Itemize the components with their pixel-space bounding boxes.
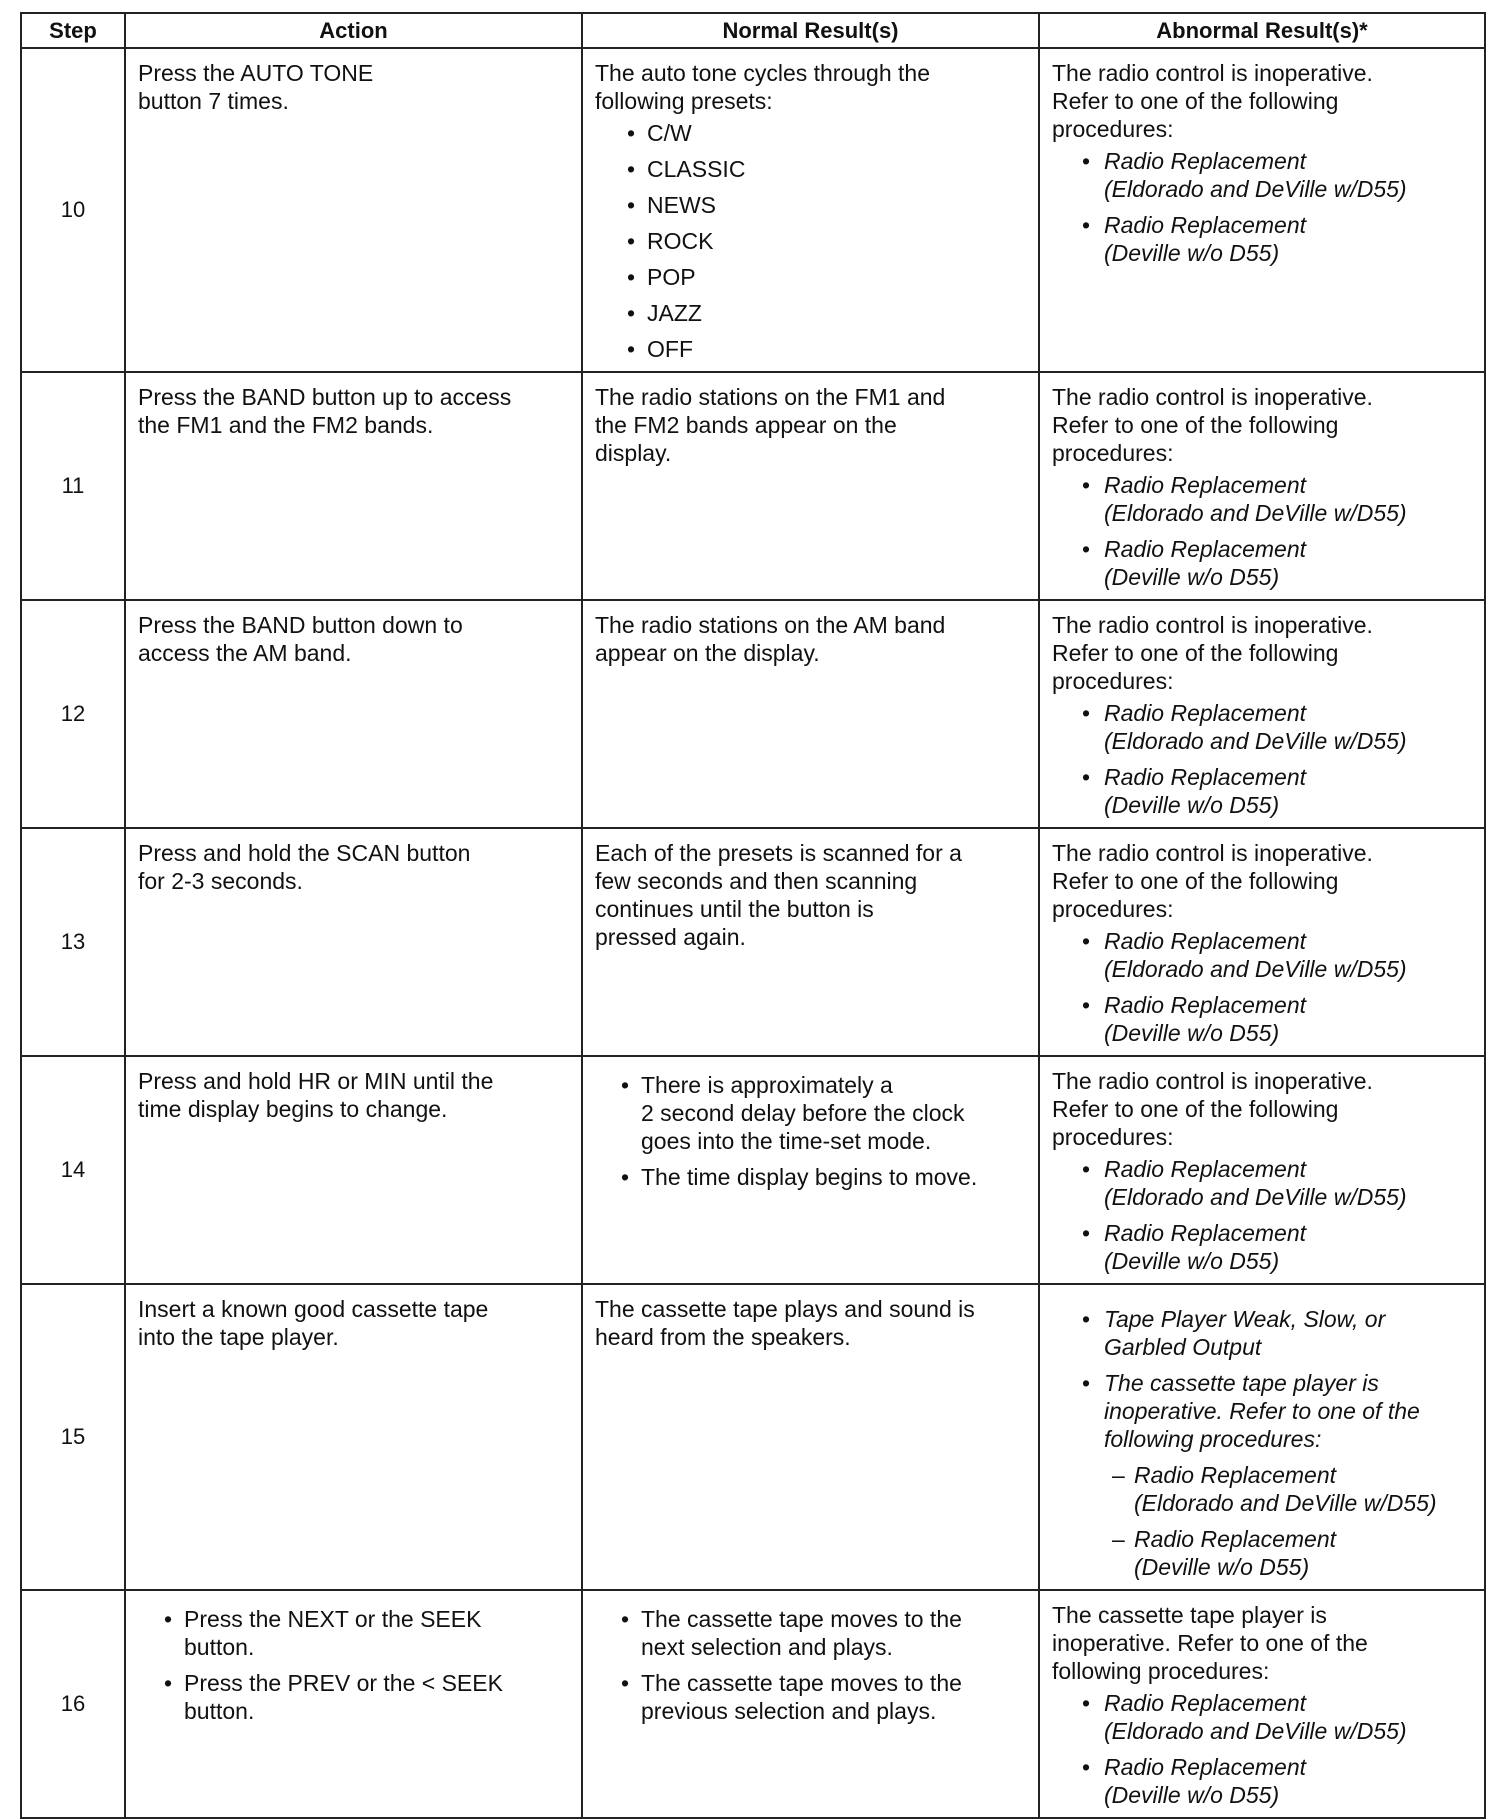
abnormal-result-cell: [1039, 1590, 1485, 1818]
normal-bullet-list: [595, 1605, 1028, 1725]
procedure-title: • Tape Player Weak, Slow, or: [1104, 1306, 1386, 1332]
procedure-list: [1052, 927, 1474, 1047]
preset-item: • POP: [595, 263, 1028, 291]
abnormal-text: The radio control is inoperative.: [1052, 1068, 1373, 1094]
action-text: the FM1 and the FM2 bands.: [138, 412, 434, 438]
normal-result-cell: [582, 1056, 1039, 1284]
normal-text: The auto tone cycles through the: [595, 60, 930, 86]
normal-result-cell: [582, 48, 1039, 372]
action-text: Press the AUTO TONE: [138, 60, 374, 86]
action-text: button 7 times.: [138, 88, 289, 114]
abnormal-result-cell: [1039, 828, 1485, 1056]
normal-text: few seconds and then scanning: [595, 868, 918, 894]
table-row: [21, 1284, 1485, 1590]
procedure-qualifier: (Deville w/o D55): [1104, 1248, 1280, 1274]
step-number: 14: [21, 1056, 125, 1284]
procedure-title: • Radio Replacement: [1104, 928, 1307, 954]
procedure-qualifier: (Eldorado and DeVille w/D55): [1104, 176, 1407, 202]
action-bullet-item: [138, 1605, 571, 1661]
procedure-title: – Radio Replacement: [1134, 1526, 1337, 1552]
action-cell: [125, 1056, 582, 1284]
abnormal-text: procedures:: [1052, 896, 1174, 922]
procedure-title: • Radio Replacement: [1104, 472, 1307, 498]
abnormal-text: procedures:: [1052, 116, 1174, 142]
action-cell: [125, 48, 582, 372]
action-text: Press the BAND button up to access: [138, 384, 512, 410]
abnormal-text: following procedures:: [1052, 1658, 1270, 1684]
step-number: 10: [21, 48, 125, 372]
procedure-qualifier: (Eldorado and DeVille w/D55): [1104, 1184, 1407, 1210]
action-text: time display begins to change.: [138, 1096, 448, 1122]
normal-text: the FM2 bands appear on the: [595, 412, 897, 438]
procedure-item: [1052, 1461, 1474, 1517]
procedure-item: [1052, 211, 1474, 267]
action-text: Press and hold the SCAN button: [138, 840, 471, 866]
procedure-item: [1052, 763, 1474, 819]
diagnostic-table-container: [20, 12, 1484, 1819]
procedure-list: [1052, 1155, 1474, 1275]
procedure-item: [1052, 1689, 1474, 1745]
procedure-item: [1052, 471, 1474, 527]
table-row: [21, 600, 1485, 828]
procedure-qualifier: (Deville w/o D55): [1134, 1554, 1310, 1580]
action-text: into the tape player.: [138, 1324, 339, 1350]
procedure-title: Garbled Output: [1104, 1334, 1262, 1360]
action-cell: [125, 600, 582, 828]
action-cell: [125, 1284, 582, 1590]
action-text: Press and hold HR or MIN until the: [138, 1068, 494, 1094]
table-row: [21, 48, 1485, 372]
header-abnormal-results: Abnormal Result(s)*: [1039, 13, 1485, 48]
normal-text: The cassette tape plays and sound is: [595, 1296, 975, 1322]
abnormal-text: Refer to one of the following: [1052, 640, 1339, 666]
abnormal-text: The cassette tape player is: [1052, 1602, 1327, 1628]
procedure-title: • Radio Replacement: [1104, 700, 1307, 726]
table-row: [21, 372, 1485, 600]
action-cell: [125, 372, 582, 600]
procedure-item: [1052, 1753, 1474, 1809]
action-bullet-item: [138, 1669, 571, 1725]
action-text: access the AM band.: [138, 640, 352, 666]
procedure-qualifier: (Deville w/o D55): [1104, 1782, 1280, 1808]
abnormal-text: procedures:: [1052, 668, 1174, 694]
preset-list: [595, 119, 1028, 363]
normal-result-cell: [582, 1284, 1039, 1590]
abnormal-text: • The cassette tape player is: [1104, 1370, 1379, 1396]
action-text: • Press the NEXT or the SEEK: [184, 1606, 482, 1632]
abnormal-text: inoperative. Refer to one of the: [1104, 1398, 1420, 1424]
procedure-qualifier: (Deville w/o D55): [1104, 1020, 1280, 1046]
normal-text: • There is approximately a: [641, 1072, 893, 1098]
procedure-title: • Radio Replacement: [1104, 1690, 1307, 1716]
preset-item: • JAZZ: [595, 299, 1028, 327]
normal-text: continues until the button is: [595, 896, 874, 922]
procedure-qualifier: (Deville w/o D55): [1104, 564, 1280, 590]
abnormal-text: procedures:: [1052, 440, 1174, 466]
header-action: Action: [125, 13, 582, 48]
procedure-list: [1052, 699, 1474, 819]
action-cell: [125, 828, 582, 1056]
procedure-title: • Radio Replacement: [1104, 1156, 1307, 1182]
procedure-qualifier: (Deville w/o D55): [1104, 240, 1280, 266]
procedure-title: – Radio Replacement: [1134, 1462, 1337, 1488]
preset-item: • CLASSIC: [595, 155, 1028, 183]
normal-text: • The cassette tape moves to the: [641, 1606, 962, 1632]
step-number: 13: [21, 828, 125, 1056]
procedure-title: • Radio Replacement: [1104, 764, 1307, 790]
procedure-list: [1052, 471, 1474, 591]
normal-text: Each of the presets is scanned for a: [595, 840, 962, 866]
procedure-qualifier: (Eldorado and DeVille w/D55): [1104, 956, 1407, 982]
normal-bullet-item: [595, 1163, 1028, 1191]
abnormal-text: Refer to one of the following: [1052, 868, 1339, 894]
procedure-qualifier: (Eldorado and DeVille w/D55): [1134, 1490, 1437, 1516]
procedure-qualifier: (Deville w/o D55): [1104, 792, 1280, 818]
procedure-qualifier: (Eldorado and DeVille w/D55): [1104, 500, 1407, 526]
procedure-title: • Radio Replacement: [1104, 1754, 1307, 1780]
procedure-item: [1052, 1219, 1474, 1275]
abnormal-text: following procedures:: [1104, 1426, 1322, 1452]
normal-result-cell: [582, 828, 1039, 1056]
preset-item: • C/W: [595, 119, 1028, 147]
abnormal-text: inoperative. Refer to one of the: [1052, 1630, 1368, 1656]
normal-text: appear on the display.: [595, 640, 820, 666]
normal-text: • The time display begins to move.: [641, 1164, 978, 1190]
action-text: button.: [184, 1698, 255, 1724]
procedure-item: [1052, 991, 1474, 1047]
abnormal-result-cell: [1039, 600, 1485, 828]
abnormal-result-cell: [1039, 372, 1485, 600]
procedure-title: • Radio Replacement: [1104, 992, 1307, 1018]
procedure-item: [1052, 699, 1474, 755]
normal-text: The radio stations on the AM band: [595, 612, 946, 638]
normal-text: The radio stations on the FM1 and: [595, 384, 946, 410]
preset-item: • ROCK: [595, 227, 1028, 255]
preset-item: • OFF: [595, 335, 1028, 363]
abnormal-bullet-list: [1052, 1305, 1474, 1453]
abnormal-bullet-item: [1052, 1305, 1474, 1361]
procedure-title: • Radio Replacement: [1104, 148, 1307, 174]
normal-bullet-item: [595, 1071, 1028, 1155]
procedure-qualifier: (Eldorado and DeVille w/D55): [1104, 728, 1407, 754]
normal-bullet-item: [595, 1605, 1028, 1661]
abnormal-text: The radio control is inoperative.: [1052, 612, 1373, 638]
action-text: for 2-3 seconds.: [138, 868, 303, 894]
abnormal-text: Refer to one of the following: [1052, 1096, 1339, 1122]
step-number: 15: [21, 1284, 125, 1590]
procedure-title: • Radio Replacement: [1104, 536, 1307, 562]
action-text: Press the BAND button down to: [138, 612, 463, 638]
procedure-list: [1052, 1689, 1474, 1809]
procedure-title: • Radio Replacement: [1104, 212, 1307, 238]
normal-text: • The cassette tape moves to the: [641, 1670, 962, 1696]
abnormal-text: The radio control is inoperative.: [1052, 840, 1373, 866]
table-row: [21, 1056, 1485, 1284]
procedure-item: [1052, 1155, 1474, 1211]
action-text: Insert a known good cassette tape: [138, 1296, 489, 1322]
normal-bullet-item: [595, 1669, 1028, 1725]
abnormal-text: The radio control is inoperative.: [1052, 60, 1373, 86]
normal-result-cell: [582, 372, 1039, 600]
procedure-sublist: [1052, 1461, 1474, 1581]
normal-text: next selection and plays.: [641, 1634, 893, 1660]
abnormal-text: The radio control is inoperative.: [1052, 384, 1373, 410]
abnormal-text: Refer to one of the following: [1052, 412, 1339, 438]
preset-item: • NEWS: [595, 191, 1028, 219]
step-number: 12: [21, 600, 125, 828]
header-step: Step: [21, 13, 125, 48]
abnormal-result-cell: [1039, 48, 1485, 372]
normal-result-cell: [582, 600, 1039, 828]
normal-text: 2 second delay before the clock: [641, 1100, 965, 1126]
abnormal-bullet-item: [1052, 1369, 1474, 1453]
normal-text: heard from the speakers.: [595, 1324, 851, 1350]
abnormal-result-cell: [1039, 1056, 1485, 1284]
abnormal-text: procedures:: [1052, 1124, 1174, 1150]
procedure-item: [1052, 535, 1474, 591]
action-bullet-list: [138, 1605, 571, 1725]
normal-result-cell: [582, 1590, 1039, 1818]
procedure-item: [1052, 927, 1474, 983]
action-text: button.: [184, 1634, 255, 1660]
procedure-qualifier: (Eldorado and DeVille w/D55): [1104, 1718, 1407, 1744]
action-text: • Press the PREV or the < SEEK: [184, 1670, 503, 1696]
action-cell: [125, 1590, 582, 1818]
step-number: 16: [21, 1590, 125, 1818]
table-header-row: [21, 13, 1485, 48]
procedure-list: [1052, 147, 1474, 267]
table-row: [21, 1590, 1485, 1818]
procedure-item: [1052, 147, 1474, 203]
step-number: 11: [21, 372, 125, 600]
normal-text: pressed again.: [595, 924, 746, 950]
header-normal-results: Normal Result(s): [582, 13, 1039, 48]
diagnostic-table: [20, 12, 1486, 1819]
table-row: [21, 828, 1485, 1056]
normal-text: goes into the time-set mode.: [641, 1128, 932, 1154]
normal-bullet-list: [595, 1071, 1028, 1191]
abnormal-text: Refer to one of the following: [1052, 88, 1339, 114]
abnormal-result-cell: [1039, 1284, 1485, 1590]
procedure-title: • Radio Replacement: [1104, 1220, 1307, 1246]
normal-text: display.: [595, 440, 672, 466]
procedure-item: [1052, 1525, 1474, 1581]
normal-text: previous selection and plays.: [641, 1698, 937, 1724]
normal-text: following presets:: [595, 88, 773, 114]
